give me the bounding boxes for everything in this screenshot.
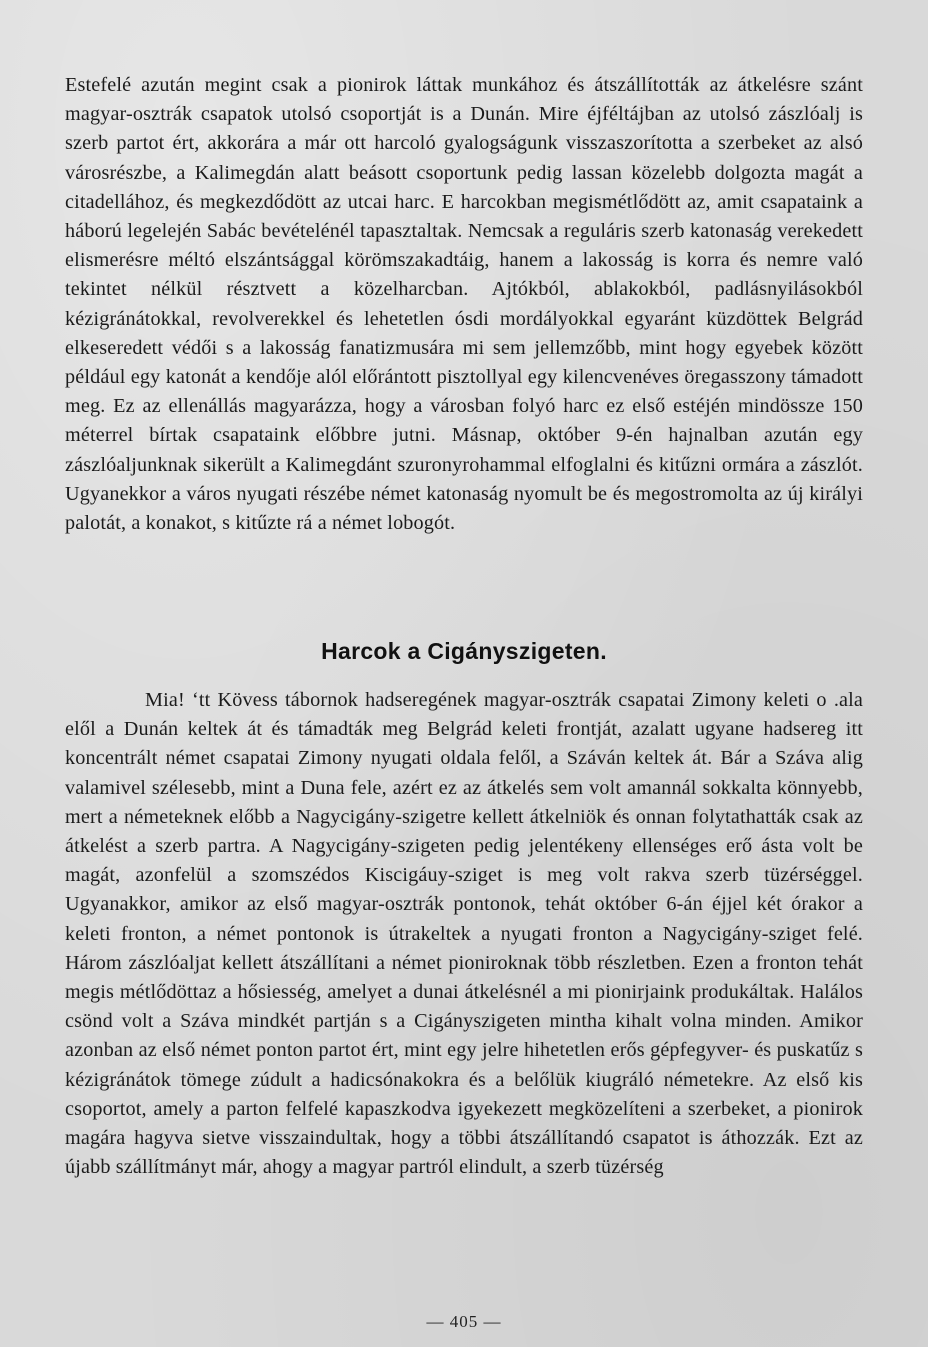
page-number: — 405 — xyxy=(426,1312,502,1331)
paragraph-text: Mia! ‘tt Kövess tábornok hadseregének magyar-osztrák csapatai Zimony keleti o .ala elől a Dunán keltek át és támadták meg Belgrád keleti frontját, azalatt ugyane hadsereg itt koncentrált német csapatai Zimony nyugati oldala felől, a Száván keltek át. Bár a Száva alig valamivel szélesebb, mint a Duna fele, azért ez az átkelés sem volt amannál sokkalta könnyebb, mert a németeknek előbb a Nagycigány-szigetre kellett átkelniök és onnan folytathatták csak az átkelést a szerb partra. A Nagycigány-szigeten pedig jelentékeny ellenséges erő ásta volt be magát, azonfelül a szomszédos Kiscigáuy-sziget is meg volt rakva szerb tüzérséggel. Ugyanakkor, amikor az első magyar-osztrák pontonok, tehát október 6-án éjjel két órakor a keleti fronton, a német pontonok is útrakeltek a nyugati fronton a Nagycigány-sziget felé. Három zászlóaljat kellett átszállítani a német pioniroknak több részletben. Ezen a fronton tehát megis métlődöttaz a hősiesség, amelyet a dunai átkelésnél a mi pionirjaink produkáltak. Halálos csönd volt a Száva mindkét partján s a Cigányszigeten mintha kihalt volna minden. Amikor azonban az első német ponton partot ért, mint egy jelre hihetetlen erős gépfegyver- és puskatűz s kézigránátok tömege zúdult a hadicsónakokra és a belőlük kiugráló németekre. Az első kis csoportot, amely a parton felfelé kapaszkodva igyekezett megközelíteni a szerbeket, a pionirok magára hagyva sietve visszaindultak, hogy a többi átszállítandó csapatot is áthozzák. Ezt az újabb szállítmányt már, ahogy a magyar partról elindult, a szerb tüzérség xyxy=(65,689,863,1179)
body-paragraph-2 xyxy=(65,686,863,1182)
section-heading: Harcok a Cigányszigeten. xyxy=(321,638,607,664)
body-paragraph-1 xyxy=(65,71,863,538)
paragraph-text: Estefelé azután megint csak a pionirok láttak munkához és átszállították az átkelésre szánt magyar-osztrák csapatok utolsó csoportját is a Dunán. Mire éjféltájban az utolsó zászlóalj is szerb partot ért, akkorára a már ott harcoló gyalogságunk visszaszorította a szerbeket az alsó városrészbe, a Kalimegdán alatt beásott csoportunk pedig lassan közelebb dolgozta magát a citadellához, és megkezdődött az utcai harc. E harcokban megismétlődött az, amit csapataink a háború legelején Sabác bevételénél tapasztaltak. Nemcsak a reguláris szerb katonaság verekedett elismerésre méltó elszántsággal körömszakadtáig, hanem a lakosság is korra és nemre való tekintet nélkül résztvett a közelharcban. Ajtókból, ablakokból, padlásnyilásokból kézigránátokkal, revolverekkel és lehetetlen ósdi mordályokkal egyaránt küzdöttek Belgrád elkeseredett védői s a lakosság fanatizmusára mi sem jellemzőbb, mint hogy egyebek között például egy katonát a kendője alól előrántott pisztollyal egy kilencvenéves öregasszony támadott meg. Ez az ellenállás magyarázza, hogy a városban folyó harc ez első estéjén mindössze 150 méterrel bírtak csapataink előbbre jutni. Másnap, október 9-én hajnalban azután egy zászlóaljunknak sikerült a Kalimegdánt szuronyrohammal elfoglalni és kitűzni ormára a zászlót. Ugyanekkor a város nyugati részébe német katonaság nyomult be és megostromolta az új királyi palotát, a konakot, s kitűzte rá a német lobogót. xyxy=(65,74,863,535)
